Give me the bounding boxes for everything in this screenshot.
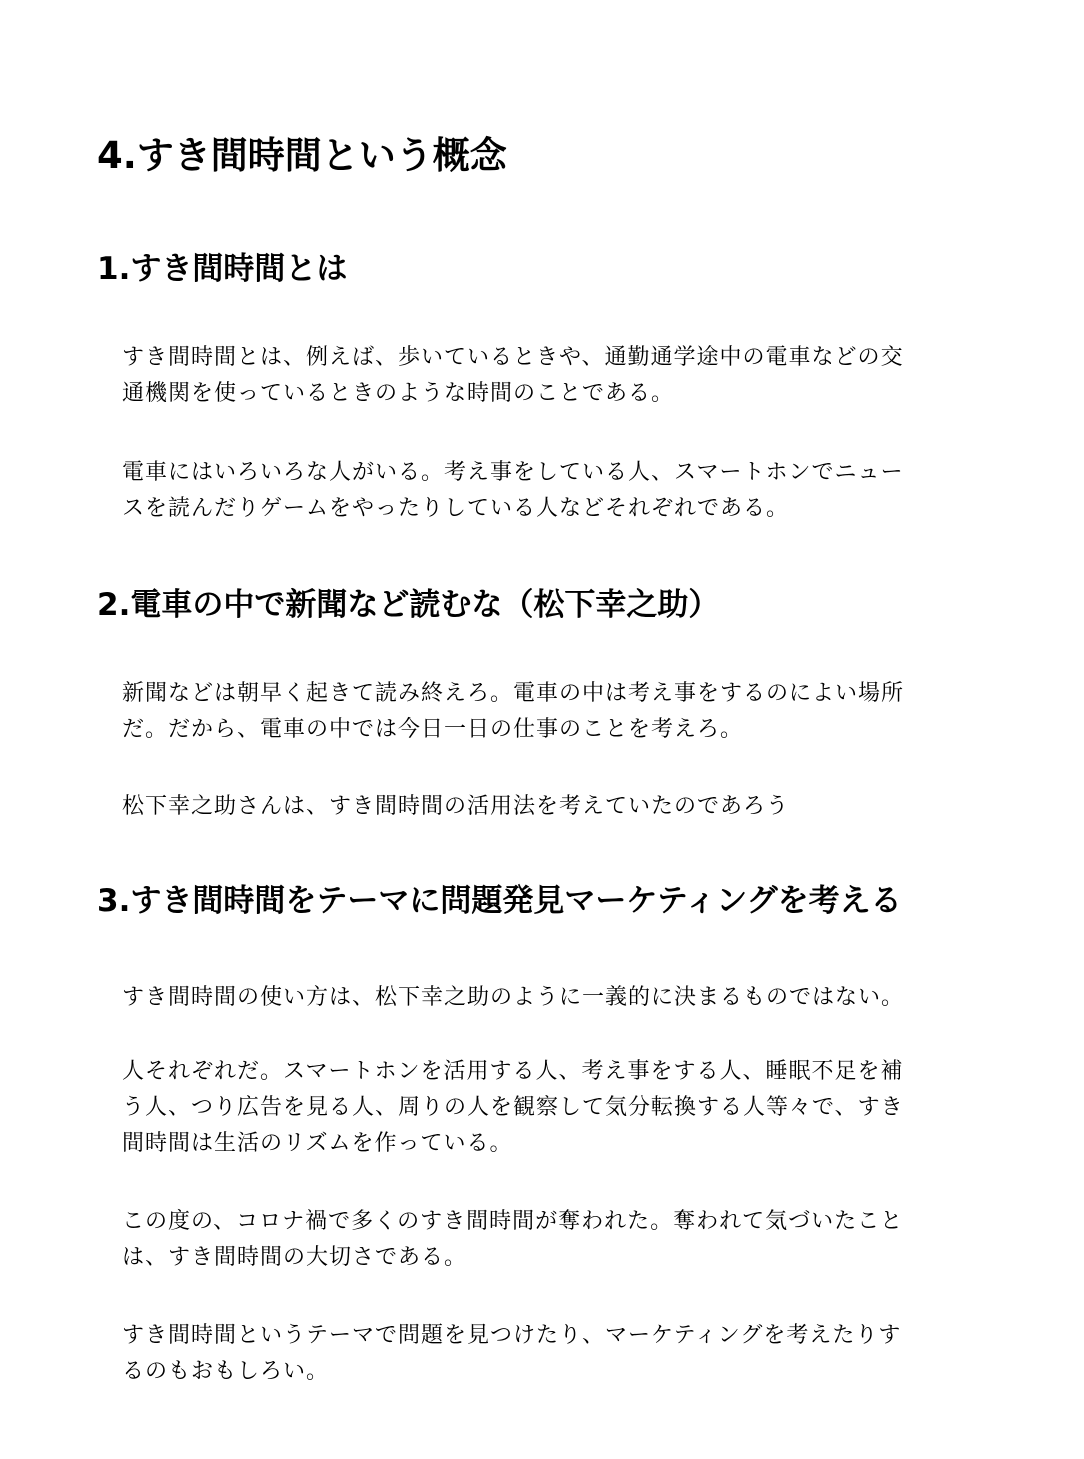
section-3-paragraph-2 [122,1054,982,1162]
text-line: スを読んだりゲームをやったりしている人などそれぞれである。 [122,496,790,521]
text-line: すき間時間の使い方は、松下幸之助のように一義的に決まるものではない。 [122,985,905,1010]
text-line: 電車にはいろいろな人がいる。考え事をしている人、スマートホンでニュー [122,460,904,485]
text-line: 間時間は生活のリズムを作っている。 [122,1131,513,1156]
text-line: すき間時間とは、例えば、歩いているときや、通勤通学途中の電車などの交 [122,345,904,370]
section-3-paragraph-4 [122,1318,982,1390]
section-2-paragraph-2 [122,789,982,825]
section-heading-2: 2.電車の中で新聞など読むな（松下幸之助） [97,587,720,623]
text-line: るのもおもしろい。 [122,1359,330,1384]
text-line: 通機関を使っているときのような時間のことである。 [122,381,675,406]
section-3-paragraph-1 [122,980,982,1016]
text-line: は、すき間時間の大切さである。 [122,1245,468,1270]
section-1-paragraph-2 [122,455,982,527]
text-line: すき間時間というテーマで問題を見つけたり、マーケティングを考えたりす [122,1323,902,1348]
text-line: だ。だから、電車の中では今日一日の仕事のことを考えろ。 [122,717,744,742]
section-1-paragraph-1 [122,340,982,412]
text-line: 松下幸之助さんは、すき間時間の活用法を考えていたのであろう [122,794,790,819]
section-heading-1: 1.すき間時間とは [97,251,348,287]
text-line: う人、つり広告を見る人、周りの人を観察して気分転換する人等々で、すき [122,1095,904,1120]
text-line: この度の、コロナ禍で多くのすき間時間が奪われた。奪われて気づいたこと [122,1209,904,1234]
section-2-paragraph-1 [122,676,982,748]
page-title: 4.すき間時間という概念 [97,134,507,177]
section-heading-3: 3.すき間時間をテーマに問題発見マーケティングを考える [97,883,902,919]
text-line: 新聞などは朝早く起きて読み終えろ。電車の中は考え事をするのによい場所 [122,681,905,706]
section-3-paragraph-3 [122,1204,982,1276]
text-line: 人それぞれだ。スマートホンを活用する人、考え事をする人、睡眠不足を補 [122,1059,904,1084]
